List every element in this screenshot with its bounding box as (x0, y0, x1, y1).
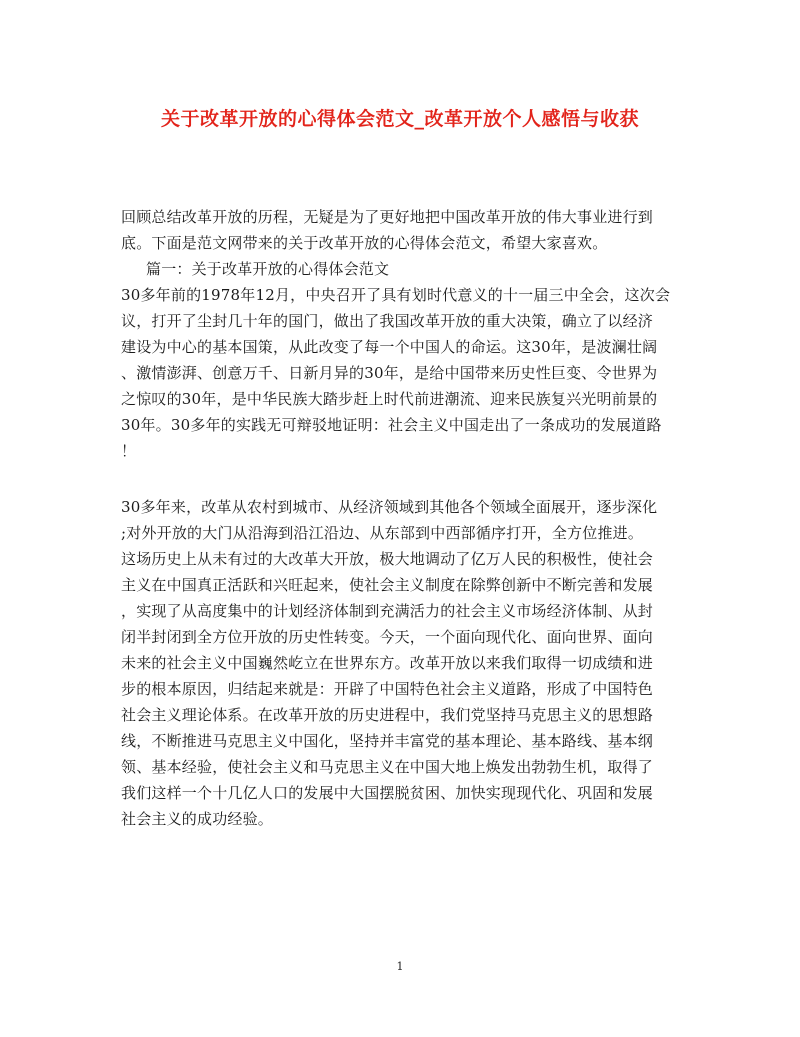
text-line: 主义在中国真正活跃和兴旺起来，使社会主义制度在除弊创新中不断完善和发展 (121, 576, 654, 594)
paragraph-1 (121, 282, 681, 464)
document-body (121, 204, 681, 832)
paragraph-2 (121, 494, 681, 832)
intro-paragraph (121, 204, 681, 256)
text-line: 这场历史上从未有过的大改革大开放，极大地调动了亿万人民的积极性，使社会 (121, 550, 654, 568)
text-line: 30多年前的1978年12月，中央召开了具有划时代意义的十一届三中全会，这次会 (121, 286, 671, 304)
text-line: 底。下面是范文网带来的关于改革开放的心得体会范文，希望大家喜欢。 (121, 234, 608, 252)
text-line: 我们这样一个十几亿人口的发展中大国摆脱贫困、加快实现现代化、巩固和发展 (121, 784, 654, 802)
text-line: 未来的社会主义中国巍然屹立在世界东方。改革开放以来我们取得一切成绩和进 (121, 654, 654, 672)
text-line: 线，不断推进马克思主义中国化，坚持并丰富党的基本理论、基本路线、基本纲 (121, 732, 654, 750)
section-heading: 篇一：关于改革开放的心得体会范文 (146, 260, 390, 278)
text-line: 30年。30多年的实践无可辩驳地证明：社会主义中国走出了一条成功的发展道路 (121, 416, 662, 434)
text-line: 建设为中心的基本国策，从此改变了每一个中国人的命运。这30年，是波澜壮阔 (121, 338, 658, 356)
text-line: 领、基本经验，使社会主义和马克思主义在中国大地上焕发出勃勃生机，取得了 (121, 758, 654, 776)
text-line: 30多年来，改革从农村到城市、从经济领域到其他各个领域全面展开，逐步深化 (121, 498, 658, 516)
text-line: 回顾总结改革开放的历程，无疑是为了更好地把中国改革开放的伟大事业进行到 (121, 208, 654, 226)
text-line: 闭半封闭到全方位开放的历史性转变。今天，一个面向现代化、面向世界、面向 (121, 628, 654, 646)
text-line: 步的根本原因，归结起来就是：开辟了中国特色社会主义道路，形成了中国特色 (121, 680, 654, 698)
text-line: 之惊叹的30年，是中华民族大踏步赶上时代前进潮流、迎来民族复兴光明前景的 (121, 390, 658, 408)
text-line: 社会主义理论体系。在改革开放的历史进程中，我们党坚持马克思主义的思想路 (121, 706, 654, 724)
text-line: 议，打开了尘封几十年的国门，做出了我国改革开放的重大决策，确立了以经济 (121, 312, 654, 330)
text-line: ;对外开放的大门从沿海到沿江沿边、从东部到中西部循序打开，全方位推进。 (121, 524, 644, 542)
text-line: ，实现了从高度集中的计划经济体制到充满活力的社会主义市场经济体制、从封 (121, 602, 654, 620)
text-line: ！ (121, 442, 137, 460)
page-number: 1 (396, 960, 404, 973)
text-line: 社会主义的成功经验。 (121, 810, 274, 828)
paragraph-gap (121, 464, 681, 494)
text-line: 、激情澎湃、创意万千、日新月异的30年，是给中国带来历史性巨变、令世界为 (121, 364, 658, 382)
page-title: 关于改革开放的心得体会范文_改革开放个人感悟与收获 (160, 108, 639, 130)
